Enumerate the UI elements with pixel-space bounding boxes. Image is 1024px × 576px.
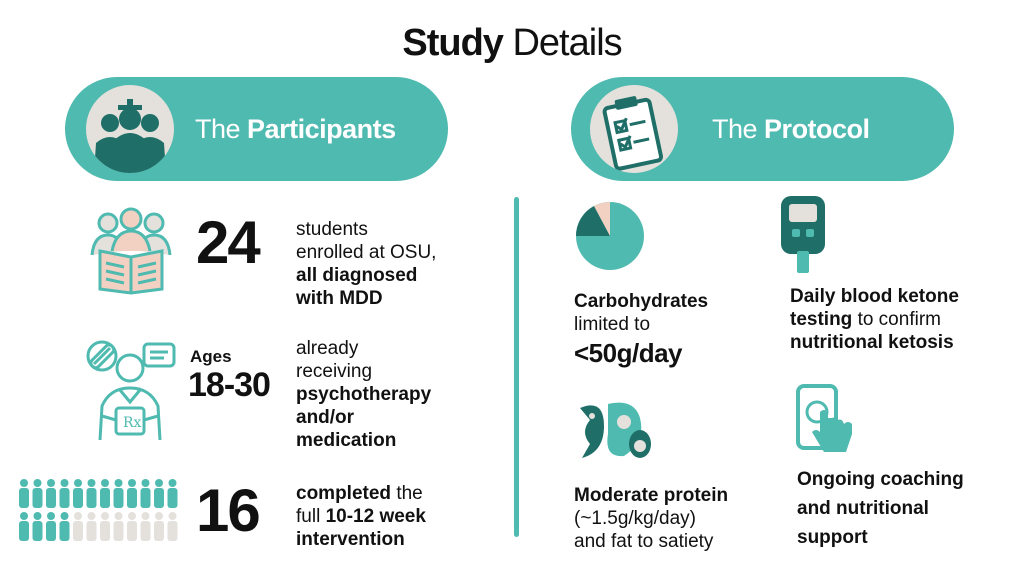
carbs-limit: <50g/day xyxy=(574,338,683,368)
ages-range: 18-30 xyxy=(188,366,270,404)
ages-label: Ages xyxy=(190,347,232,366)
person-dropped-icon xyxy=(141,512,151,541)
glucometer-icon xyxy=(778,193,828,275)
protein-text: Moderate protein (~1.5g/kg/day) and fat to satiety xyxy=(574,485,729,552)
person-completed-icon xyxy=(46,479,56,508)
person-completed-icon xyxy=(114,479,124,508)
clipboard-icon xyxy=(590,85,678,173)
person-completed-icon xyxy=(33,479,43,508)
completed-number: 16 xyxy=(196,477,259,544)
ages-text: already receiving psychotherapy and/or medication xyxy=(296,338,432,451)
people-grid-icon xyxy=(18,478,180,544)
person-dropped-icon xyxy=(87,512,97,541)
person-completed-icon xyxy=(19,512,29,541)
person-completed-icon xyxy=(168,479,178,508)
page-title xyxy=(0,22,1024,65)
enrolled-number: 24 xyxy=(196,209,259,276)
person-dropped-icon xyxy=(100,512,110,541)
carbs-text: Carbohydrates limited to xyxy=(574,291,709,335)
svg-text:Rx: Rx xyxy=(123,415,142,431)
graduates-icon xyxy=(86,85,174,173)
carb-pie-icon xyxy=(574,200,646,272)
patient-icon xyxy=(80,336,180,442)
person-completed-icon xyxy=(60,512,70,541)
person-completed-icon xyxy=(127,479,137,508)
person-dropped-icon xyxy=(154,512,164,541)
title-light: Details xyxy=(512,22,622,64)
person-completed-icon xyxy=(73,479,83,508)
person-completed-icon xyxy=(87,479,97,508)
coaching-text: Ongoing coaching and nutritional support xyxy=(797,469,964,548)
person-completed-icon xyxy=(46,512,56,541)
person-completed-icon xyxy=(60,479,70,508)
ketone-text: Daily blood ketone testing to confirm nutritional ketosis xyxy=(790,286,959,353)
students-reading-icon xyxy=(86,205,176,295)
person-dropped-icon xyxy=(168,512,178,541)
person-completed-icon xyxy=(154,479,164,508)
person-completed-icon xyxy=(19,479,29,508)
person-completed-icon xyxy=(100,479,110,508)
completed-text: completed the full 10-12 week intervention xyxy=(296,483,426,550)
person-dropped-icon xyxy=(127,512,137,541)
fish-meat-egg-icon xyxy=(574,398,654,462)
person-completed-icon xyxy=(33,512,43,541)
column-divider xyxy=(514,197,519,537)
person-dropped-icon xyxy=(73,512,83,541)
phone-touch-icon xyxy=(796,384,856,456)
enrolled-text: students enrolled at OSU, all diagnosed with MDD xyxy=(296,219,437,309)
title-bold: Study xyxy=(402,22,503,64)
participants-title: The Participants xyxy=(195,114,396,144)
person-dropped-icon xyxy=(114,512,124,541)
person-completed-icon xyxy=(141,479,151,508)
protocol-title: The Protocol xyxy=(712,114,870,144)
